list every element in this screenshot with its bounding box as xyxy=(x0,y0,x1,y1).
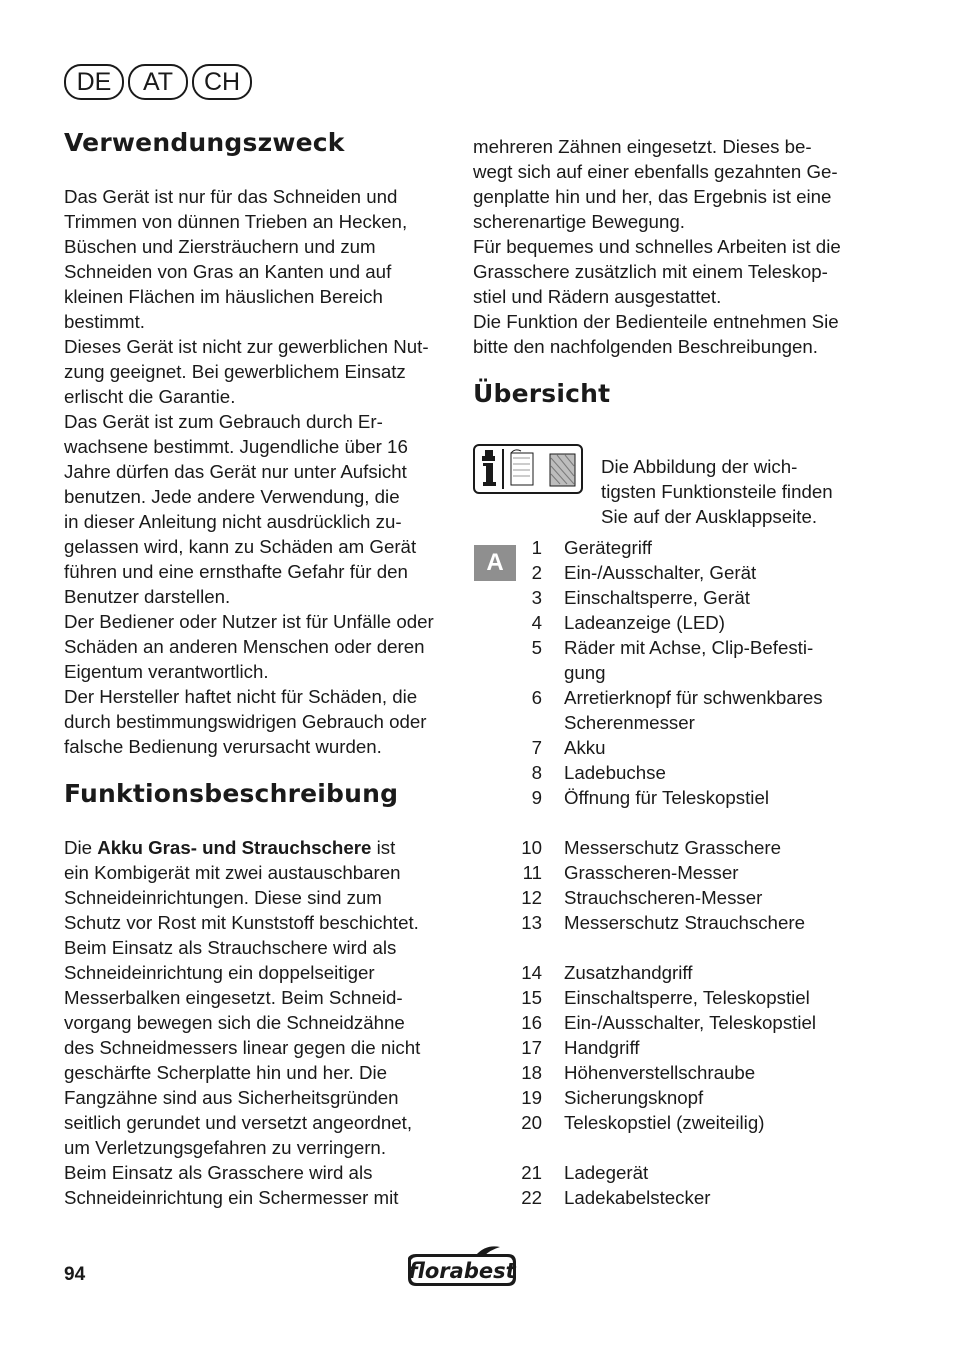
heading-uebersicht: Übersicht xyxy=(473,379,611,408)
brand-text: florabest xyxy=(408,1259,516,1283)
info-foldout-icon xyxy=(473,444,583,494)
heading-funktionsbeschreibung: Funktionsbeschreibung xyxy=(64,779,399,808)
heading-verwendungszweck: Verwendungszweck xyxy=(64,128,345,157)
paragraph-verwendungszweck: Das Gerät ist nur für das Schneiden und Trimmen von dünnen Trieben an Hecken, Büschen und Ziersträuchern und zum Schneiden von Gras an Kanten und auf kleinen Flächen im häuslichen Bereich bestimmt. Dieses Gerät ist nicht zur gewerblichen Nut- zung geeignet. Bei gewerblichem Einsatz erlischt die Garantie. Das Gerät ist zum Gebrauch durch Er- wachsene bestimmt. Jugendliche über 16 Jahre dürfen das Gerät nur unter Aufsicht benutzen. Jede andere Verwendung, die in dieser Anleitung nicht ausdrücklich zu- gelassen wird, kann zu Schäden am Gerät führen und eine ernsthafte Gefahr für den Benutzer darstellen. Der Bediener oder Nutzer ist für Unfälle oder Schäden an anderen Menschen oder deren Eigentum verantwortlich. Der Hersteller haftet nicht für Schäden, die durch bestimmungswidrigen Gebrauch oder falsche Bedienung verursacht wurden. xyxy=(64,186,434,757)
info-note: Die Abbildung der wich- tigsten Funktionsteile finden Sie auf der Ausklappseite. xyxy=(601,455,833,527)
product-name: Akku Gras- und Strauchschere xyxy=(97,837,372,858)
badge-ch: CH xyxy=(192,64,252,100)
paragraph-body: ist ein Kombigerät mit zwei austauschbaren Schneideinrichtungen. Diese sind zum Schutz vor Rost mit Kunststoff beschichtet. Beim Einsatz als Strauchschere wird als Schneideinrichtung ein doppelseitiger Messerbalken eingesetzt. Beim Schneid- vorgang bewegen sich die Schneidzähne des Schneidmessers linear gegen die nicht geschärfte Scherplatte hin und her. Die Fangzähne sind aus Sicherheitsgründen seitlich gerundet und versetzt angeordnet, um Verletzungsgefahren zu verringern. Beim Einsatz als Grasschere wird als Schneideinrichtung ein Schermesser mit xyxy=(64,837,421,1208)
badge-de: DE xyxy=(64,64,124,100)
figure-tag-a: A xyxy=(474,545,516,581)
badge-at: AT xyxy=(128,64,188,100)
country-badges xyxy=(64,64,252,100)
page-number: 94 xyxy=(64,1264,86,1285)
paragraph-prefix: Die xyxy=(64,837,98,858)
paragraph-funktionsbeschreibung xyxy=(64,835,459,1210)
florabest-logo xyxy=(404,1244,520,1290)
paragraph-continued: mehreren Zähnen eingesetzt. Dieses be- wegt sich auf einer ebenfalls gezahnten Ge- genplatte hin und her, das Ergebnis ist eine scherenartige Bewegung. Für bequemes und schnelles Arbeiten ist die Grasschere zusätzlich mit einem Teleskop- stiel und Rädern ausgestattet. Die Funktion der Bedienteile entnehmen Sie bitte den nachfolgenden Beschreibungen. xyxy=(473,136,841,357)
